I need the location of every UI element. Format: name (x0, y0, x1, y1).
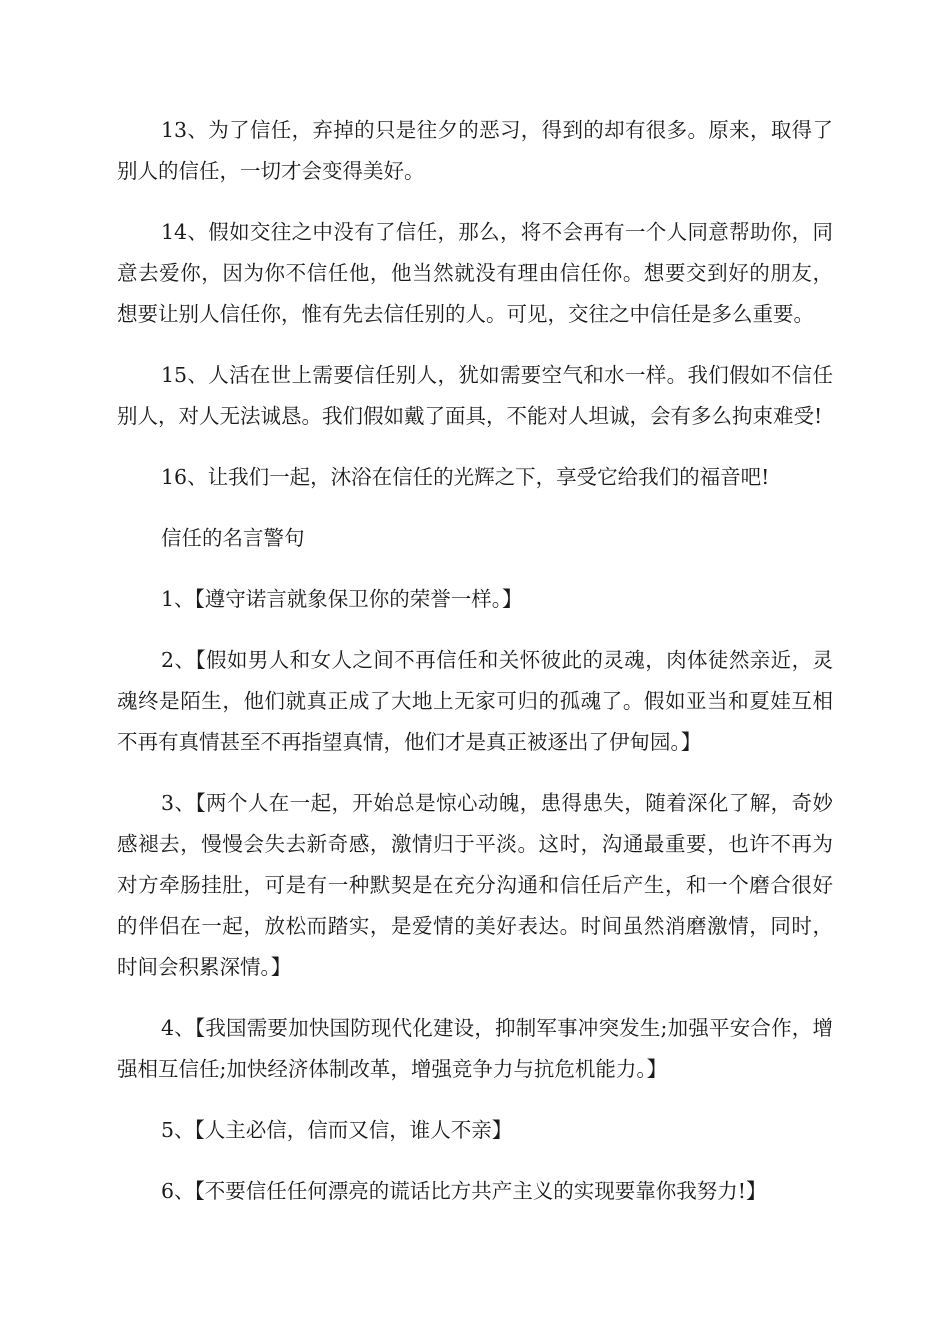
quote-3: 3、【两个人在一起，开始总是惊心动魄，患得患失，随着深化了解，奇妙感褪去，慢慢会失去新奇感，激情归于平淡。这时，沟通最重要，也许不再为对方牵肠挂肚，可是有一种默契是在充分沟通和信任后产生，和一个磨合很好的伴侣在一起，放松而踏实，是爱情的美好表达。时间虽然消磨激情，同时，时间会积累深情。】 (117, 791, 833, 979)
paragraph-16: 16、让我们一起，沐浴在信任的光辉之下，享受它给我们的福音吧! (161, 465, 770, 489)
quote-4: 4、【我国需要加快国防现代化建设，抑制军事冲突发生;加强平安合作，增强相互信任;加快经济体制改革，增强竞争力与抗危机能力。】 (117, 1016, 833, 1081)
paragraph-14: 14、假如交往之中没有了信任，那么，将不会再有一个人同意帮助你，同意去爱你，因为你不信任他，他当然就没有理由信任你。想要交到好的朋友，想要让别人信任你，惟有先去信任别的人。可见，交往之中信任是多么重要。 (117, 220, 833, 326)
quote-2: 2、【假如男人和女人之间不再信任和关怀彼此的灵魂，肉体徒然亲近，灵魂终是陌生，他们就真正成了大地上无家可归的孤魂了。假如亚当和夏娃互相不再有真情甚至不再指望真情，他们才是真正被逐出了伊甸园。】 (117, 648, 833, 754)
document-body (117, 110, 833, 1232)
paragraph-13: 13、为了信任，弃掉的只是往夕的恶习，得到的却有很多。原来，取得了别人的信任，一切才会变得美好。 (117, 118, 833, 183)
quote-1: 1、【遵守诺言就象保卫你的荣誉一样。】 (161, 587, 523, 611)
quote-6: 6、【不要信任任何漂亮的谎话比方共产主义的实现要靠你我努力!】 (161, 1179, 767, 1203)
quote-5: 5、【人主必信，信而又信，谁人不亲】 (161, 1118, 513, 1142)
section-heading: 信任的名言警句 (161, 526, 305, 550)
paragraph-15: 15、人活在世上需要信任别人，犹如需要空气和水一样。我们假如不信任别人，对人无法诚恳。我们假如戴了面具，不能对人坦诚，会有多么拘束难受! (117, 363, 833, 428)
